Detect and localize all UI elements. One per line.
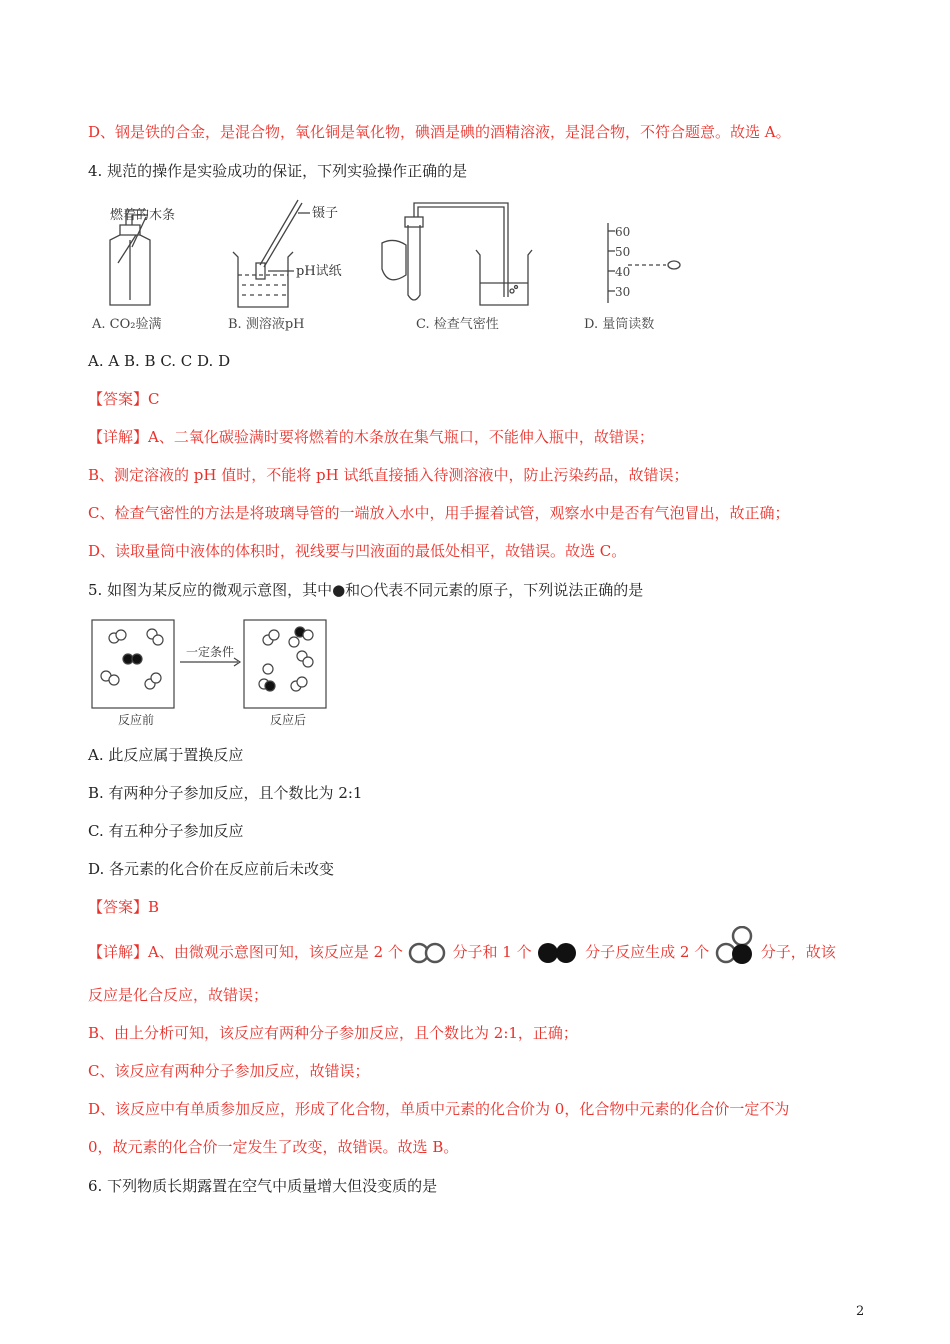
- q5-detail: [88, 940, 836, 966]
- q5-detail: D、该反应中有单质参加反应，形成了化合物，单质中元素的化合价为 0，化合物中元素的化合价一定不为: [88, 1100, 790, 1118]
- q5-detail: C、该反应有两种分子参加反应，故错误；: [88, 1062, 370, 1080]
- question-6: 6. 下列物质长期露置在空气中质量增大但没变质的是: [88, 1177, 438, 1195]
- fig-d-tick: 30: [615, 285, 631, 299]
- q4-detail: D、读取量筒中液体的体积时，视线要与凹液面的最低处相平，故错误。故选 C。: [88, 542, 627, 560]
- fig-d-caption: D. 量筒读数: [584, 317, 655, 332]
- white-molecule-icon: [408, 942, 448, 964]
- q4-detail: 【详解】A、二氧化碳验满时要将燃着的木条放在集气瓶口，不能伸入瓶中，故错误；: [88, 428, 654, 446]
- q5-option-b: B. 有两种分子参加反应，且个数比为 2:1: [88, 784, 363, 802]
- q5-detail: 0，故元素的化合价一定发生了改变，故错误。故选 B。: [88, 1138, 459, 1156]
- fig-d-tick: 60: [615, 225, 631, 239]
- fig-c-caption: C. 检查气密性: [416, 317, 499, 332]
- page-number: 2: [856, 1304, 865, 1319]
- fig-d-tick: 40: [615, 265, 631, 279]
- before-box: [92, 620, 174, 708]
- after-label: 反应后: [270, 713, 307, 727]
- question-4: 4. 规范的操作是实验成功的保证，下列实验操作正确的是: [88, 162, 468, 180]
- q5-figure: [88, 616, 348, 730]
- fig-d-tick: 50: [615, 245, 631, 259]
- before-label: 反应前: [118, 713, 155, 727]
- q5-detail-part: 分子反应生成 2 个: [585, 943, 710, 961]
- arrow-label: 一定条件: [186, 645, 235, 659]
- q5-option-a: A. 此反应属于置换反应: [88, 746, 244, 764]
- fig-a-label: 燃着的木条: [110, 208, 176, 223]
- fig-a-bottle: [110, 210, 150, 305]
- text-line: D、钢是铁的合金，是混合物，氧化铜是氧化物，碘酒是碘的酒精溶液，是混合物，不符合题意。故选 A。: [88, 123, 791, 141]
- q4-detail: C、检查气密性的方法是将玻璃导管的一端放入水中，用手握着试管，观察水中是否有气泡冒出，故正确；: [88, 504, 790, 522]
- q5-detail-part: 【详解】A、由微观示意图可知，该反应是 2 个: [88, 943, 403, 961]
- fig-b-label2: pH试纸: [296, 264, 342, 279]
- q4-figure: [88, 195, 708, 345]
- q5-detail: B、由上分析可知，该反应有两种分子参加反应，且个数比为 2:1，正确；: [88, 1024, 578, 1042]
- q5-answer: 【答案】B: [88, 898, 160, 916]
- after-box: [244, 620, 326, 708]
- q4-options: A. A B. B C. C D. D: [88, 352, 231, 370]
- q5-detail-part: 分子和 1 个: [452, 943, 532, 961]
- fig-c-apparatus: [382, 203, 532, 305]
- q5-option-c: C. 有五种分子参加反应: [88, 822, 244, 840]
- fig-b-label: 镊子: [312, 206, 339, 221]
- q5-option-d: D. 各元素的化合价在反应前后未改变: [88, 860, 335, 878]
- q5-detail: 反应是化合反应，故错误；: [88, 986, 269, 1004]
- black-molecule-icon: [536, 942, 580, 964]
- q4-detail: B、测定溶液的 pH 值时，不能将 pH 试纸直接插入待测溶液中，防止污染药品，故错误；: [88, 466, 689, 484]
- fig-a-caption: A. CO₂验满: [92, 317, 162, 332]
- fig-b-beaker: [233, 200, 302, 307]
- fig-b-caption: B. 测溶液pH: [228, 317, 305, 332]
- q4-answer: 【答案】C: [88, 390, 160, 408]
- question-5: 5. 如图为某反应的微观示意图，其中●和○代表不同元素的原子，下列说法正确的是: [88, 581, 644, 599]
- compound-molecule-icon: [714, 926, 756, 966]
- q5-detail-part: 分子，故该: [760, 943, 836, 961]
